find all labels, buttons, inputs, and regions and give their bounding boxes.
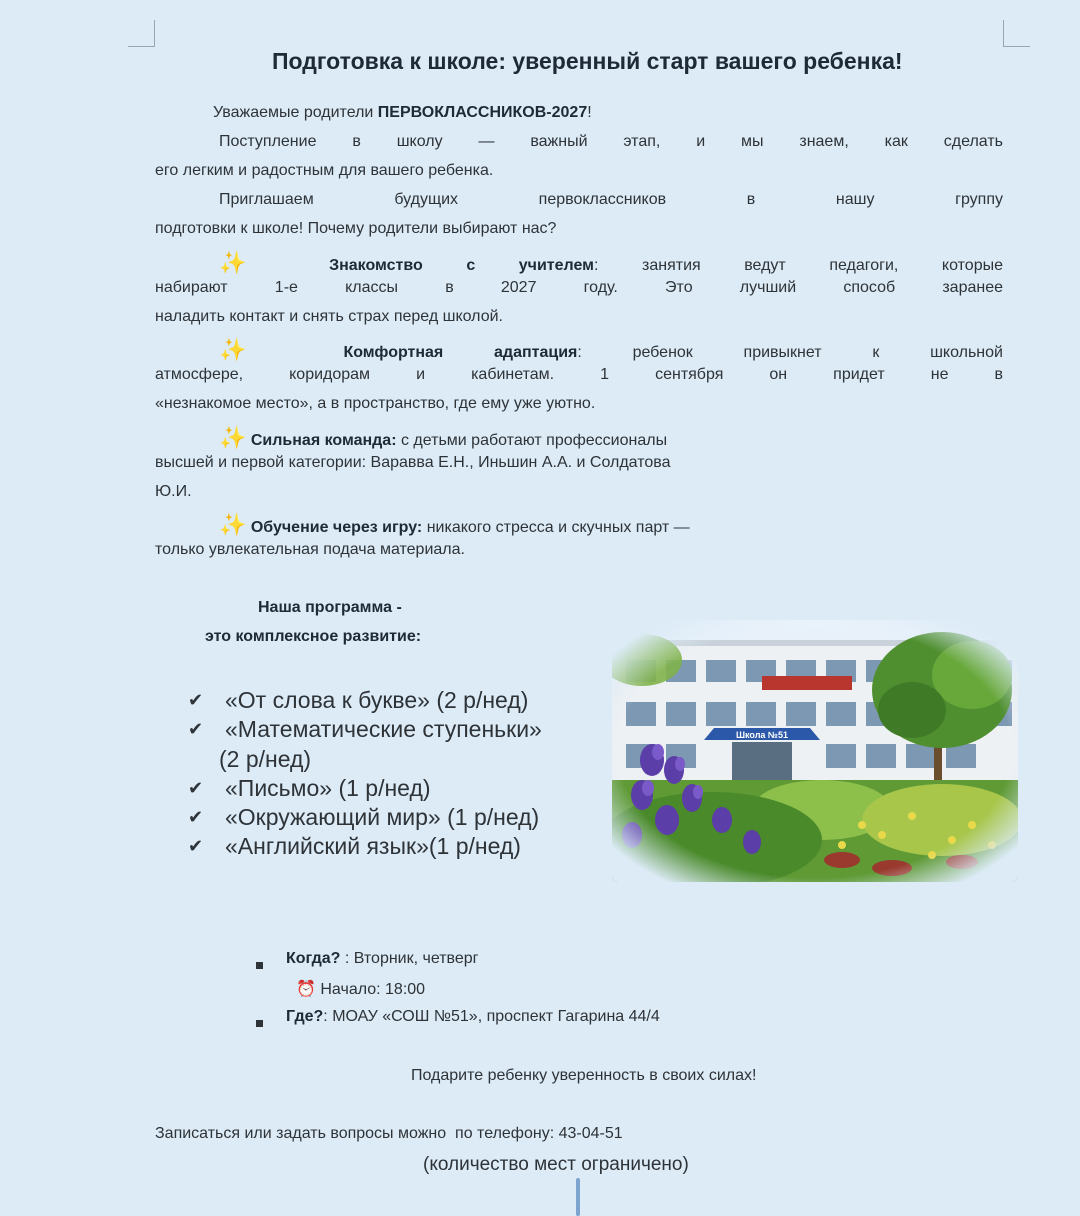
schedule-when [286,950,479,968]
advantage-4 [219,512,690,538]
program-item: «Английский язык»(1 р/нед) [225,833,521,860]
checkmark-icon: ✔ [188,807,204,828]
contact-note: (количество мест ограничено) [423,1154,689,1175]
schedule-where [286,1008,660,1026]
advantage-2-text: : ребенок привыкнет к школьной [577,344,1003,361]
program-item: «От слова к букве» (2 р/нед) [225,687,529,713]
program-item: «Окружающий мир» (1 р/нед) [225,804,540,831]
advantage-1-heading: Знакомство с учителем [329,257,595,274]
advantage-3-text: с детьми работают профессионалы [396,432,668,449]
sparkles-icon: ✨ [219,425,247,450]
program-item: (2 р/нед) [219,745,312,772]
bullet [256,1020,263,1027]
start-value: Начало: 18:00 [320,981,426,998]
program-heading-line-1: Наша программа - [258,599,402,616]
intro-line-2: его легким и радостным для вашего ребенка. [155,162,494,179]
when-value: : Вторник, четверг [340,950,479,967]
sparkles-icon: ✨ [219,250,286,275]
checkmark-icon: ✔ [188,690,204,710]
advantage-3-heading: Сильная команда: [250,432,397,449]
advantage-1-line-3: наладить контакт и снять страх перед школой. [155,308,503,325]
program-item: «Математические ступеньки» [225,716,542,743]
intro-line-4: подготовки к школе! Почему родители выбирают нас? [155,220,557,237]
advantage-1-text: : занятия ведут педагоги, которые [594,257,1003,274]
page-corner-top-right [1003,20,1030,47]
school-photo [612,620,1018,882]
alarm-clock-icon: ⏰ [296,981,316,998]
checkmark-icon: ✔ [188,719,204,740]
advantage-2 [219,337,1003,363]
bullet [256,962,263,969]
advantage-2-line-3: «незнакомое место», а в пространство, где ему уже уютно. [155,395,596,412]
slogan: Подарите ребенку уверенность в своих силах! [411,1067,757,1084]
intro-line-3: Приглашаем будущих первоклассников в нашу группу [219,191,1003,208]
sparkles-icon: ✨ [219,512,247,537]
advantage-2-heading: Комфортная адаптация [343,344,578,361]
advantage-1-line-2: набирают 1-е классы в 2027 году. Это лучший способ заранее [155,279,1003,296]
checkmark-icon: ✔ [188,836,204,857]
greeting-prefix: Уважаемые родители [213,104,378,121]
advantage-3 [219,425,667,451]
advantage-2-line-2: атмосфере, коридорам и кабинетам. 1 сентября он придет не в [155,366,1003,383]
advantage-3-line-2: высшей и первой категории: Варавва Е.Н., Иньшин А.А. и Солдатова [155,454,671,471]
program-heading-line-2: это комплексное развитие: [205,628,422,645]
advantage-4-heading: Обучение через игру: [250,519,423,536]
page-title: Подготовка к школе: уверенный старт вашего ребенка! [272,48,903,74]
greeting-highlight: ПЕРВОКЛАССНИКОВ-2027 [377,104,588,121]
school-photo-illustration [612,620,1018,882]
intro-line-1: Поступление в школу — важный этап, и мы знаем, как сделать [219,133,1003,150]
checkmark-icon: ✔ [188,777,204,798]
when-label: Когда? [286,950,341,967]
advantage-1 [219,250,1003,276]
greeting [213,104,592,122]
contact-line: Записаться или задать вопросы можно по телефону: 43-04-51 [155,1125,623,1142]
where-label: Где? [286,1008,324,1025]
greeting-suffix: ! [587,104,592,121]
advantage-3-line-3: Ю.И. [155,483,192,500]
where-value: : МОАУ «СОШ №51», проспект Гагарина 44/4 [323,1008,660,1025]
program-item: «Письмо» (1 р/нед) [225,774,431,801]
scroll-indicator[interactable] [576,1178,580,1216]
advantage-4-line-2: только увлекательная подача материала. [155,541,465,558]
schedule-start [296,979,425,999]
page-corner-top-left [128,20,155,47]
advantage-4-text: никакого стресса и скучных парт — [422,519,690,536]
sparkles-icon: ✨ [219,337,293,362]
